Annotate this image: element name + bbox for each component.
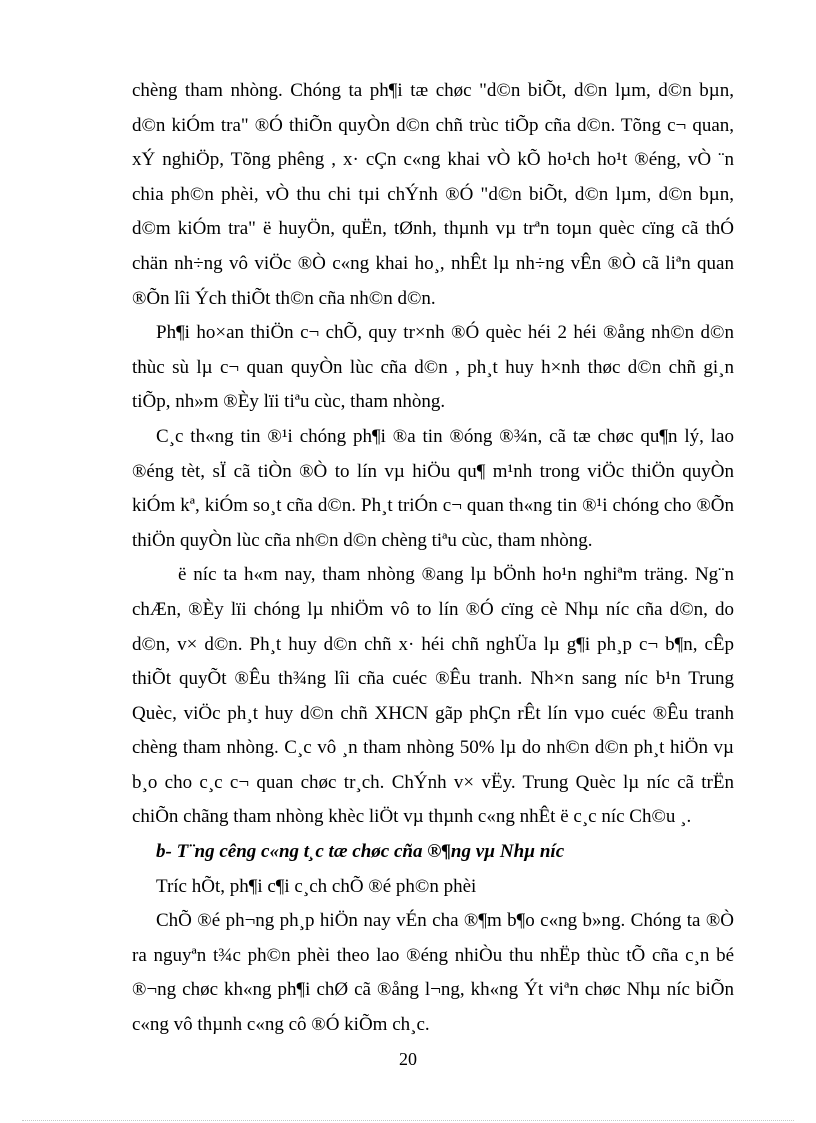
paragraph: C¸c th«ng tin ®¹i chóng ph¶i ®a tin ®óng ®¾n, cã tæ chøc qu¶n lý, lao ®éng tèt, sÏ cã tiÒn ®Ò to lín vµ hiÖu qu¶ m¹nh trong viÖc thiÖn quyÒn kiÓm kª, kiÓm so¸t cña d©n. Ph¸t triÓn c¬ quan th«ng tin ®¹i chóng cho ®Õn thiÖn quyÒn lùc cña nh©n d©n chèng tiªu cùc, tham nhòng. (132, 425, 734, 551)
body-text (132, 74, 734, 1043)
paragraph: ChÕ ®é ph¬ng ph¸p hiÖn nay vÉn cha ®¶m b¶o c«ng b»ng. Chóng ta ®Ò ra nguyªn t¾c ph©n phèi theo lao ®éng nhiÒu thu nhËp thùc tÕ cña c¸n bé ®¬ng chøc kh«ng ph¶i chØ cã ®ång l¬ng, kh«ng Ýt viªn chøc Nhµ níc biÕn c«ng vô thµnh c«ng cô ®Ó kiÕm ch¸c. (132, 910, 734, 1036)
paragraph: Ph¶i ho×an thiÖn c¬ chÕ, quy tr×nh ®Ó quèc héi 2 héi ®ång nh©n d©n thùc sù lµ c¬ quan quyÒn lùc cña d©n , ph¸t huy h×nh thøc d©n chñ gi¸n tiÕp, nh»m ®Èy lïi tiªu cùc, tham nhòng. (132, 322, 734, 413)
paragraph: chèng tham nhòng. Chóng ta ph¶i tæ chøc "d©n biÕt, d©n lµm, d©n bµn, d©n kiÓm tra" ®Ó thiÕn quyÒn d©n chñ trùc tiÕp cña d©n. Tõng c¬ quan, xÝ nghiÖp, Tõng phêng , x· cÇn c«ng khai vÒ kÕ ho¹ch ho¹t ®éng, vÒ ¨n chia ph©n phèi, vÒ thu chi tµi chÝnh ®Ó "d©n biÕt, d©n lµm, d©n bµn, d©m kiÓm tra" ë huyÖn, quËn, tØnh, thµnh vµ trªn toµn quèc cïng cã thÓ chän nh÷ng vô viÖc ®Ò c«ng khai ho¸, nhÊt lµ nh÷ng vÊn ®Ò cã liªn quan ®Õn lîi Ých thiÕt th©n cña nh©n d©n. (132, 80, 734, 309)
paragraph: ë níc ta h«m nay, tham nhòng ®ang lµ bÖnh ho¹n nghiªm träng. Ng¨n chÆn, ®Èy lïi chóng lµ nhiÖm vô to lín ®Ó cïng cè Nhµ níc cña d©n, do d©n, v× d©n. Ph¸t huy d©n chñ x· héi chñ nghÜa lµ g¶i ph¸p c¬ b¶n, cÊp thiÕt quyÕt ®Êu th¾ng lîi cña cuéc ®Êu tranh. Nh×n sang níc b¹n Trung Quèc, viÖc ph¸t huy d©n chñ XHCN gãp phÇn rÊt lín vµo cuéc ®Êu tranh chèng tham nhòng. C¸c vô ¸n tham nhòng 50% lµ do nh©n d©n ph¸t hiÖn vµ b¸o cho c¸c c¬ quan chøc tr¸ch. ChÝnh v× vËy. Trung Quèc lµ níc cã trËn chiÕn chãng tham nhòng khèc liÖt vµ thµnh c«ng nhÊt ë c¸c níc Ch©u ¸. (132, 564, 734, 828)
page-number: 20 (399, 1049, 417, 1069)
paragraph: Tríc hÕt, ph¶i c¶i c¸ch chÕ ®é ph©n phèi (156, 875, 477, 897)
page-bottom-divider (22, 1120, 794, 1121)
section-heading: b- T¨ng cêng c«ng t¸c tæ chøc cña ®¶ng vµ Nhµ níc (156, 841, 565, 863)
